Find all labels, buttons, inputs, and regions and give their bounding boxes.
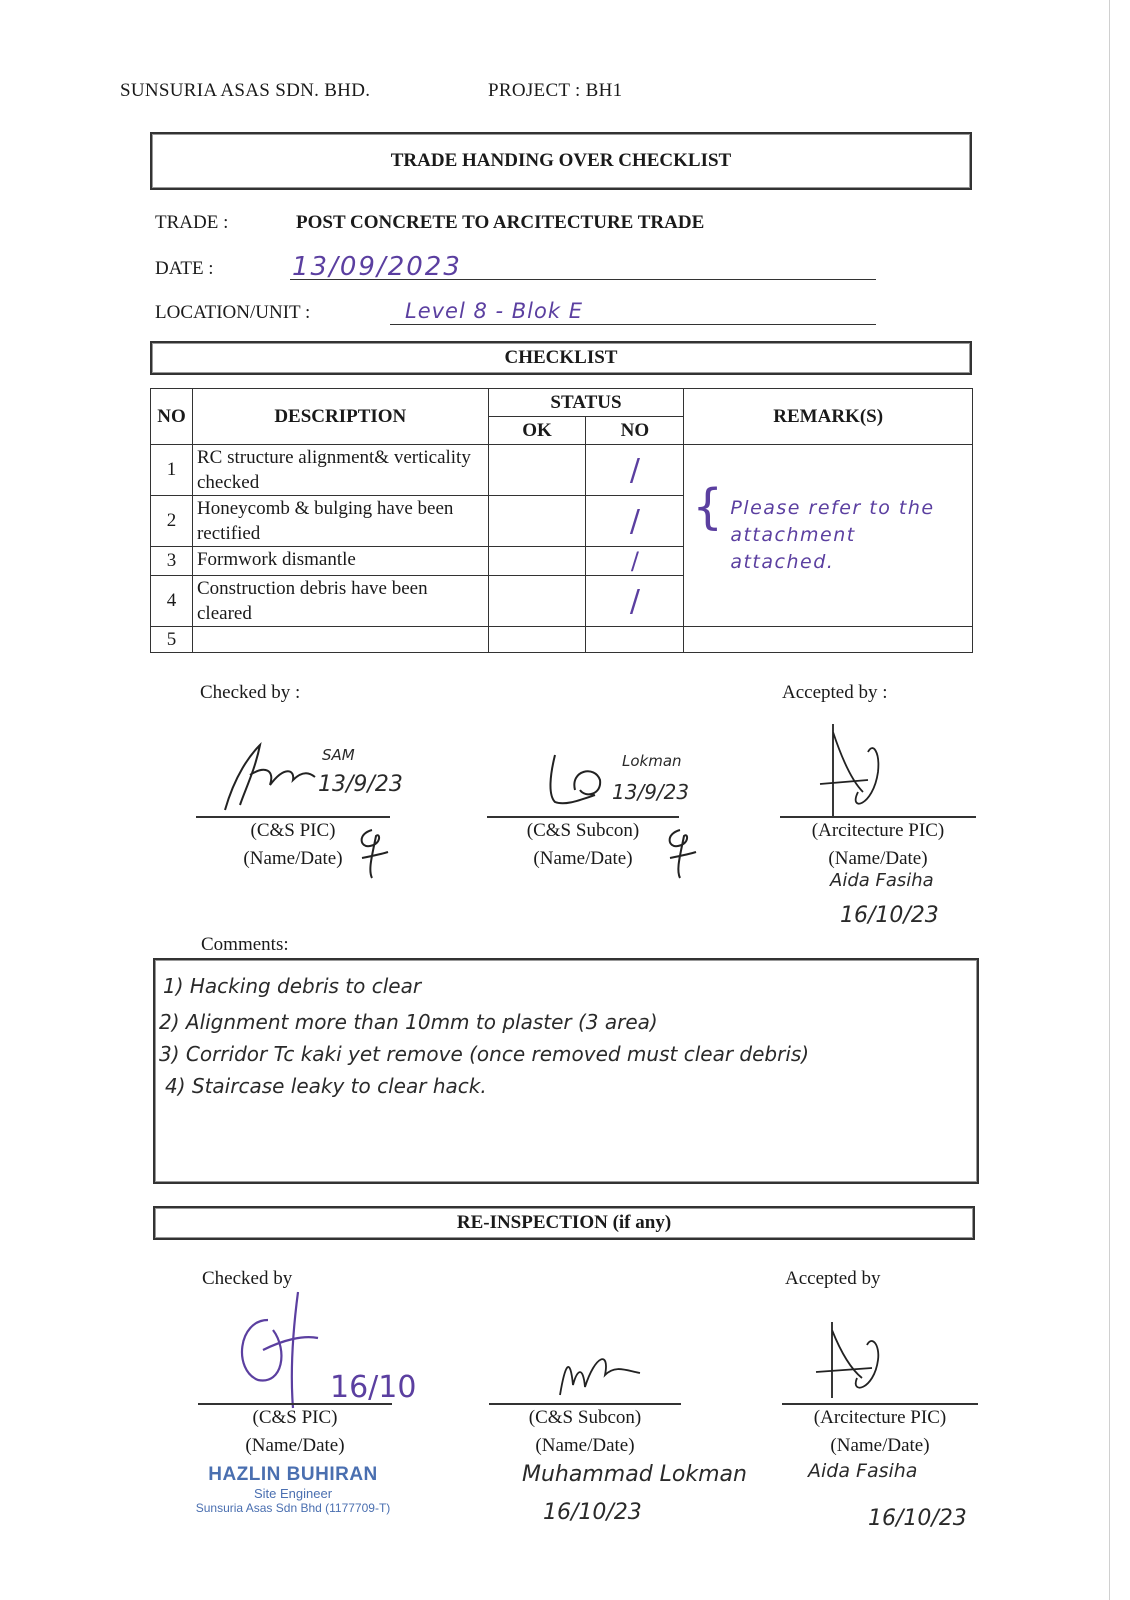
checked-by-label: Checked by : [200,682,301,703]
row-ok-cell [488,576,586,627]
re-arch-pic-date: 16/10/23 [868,1506,967,1531]
row-no: 3 [151,547,193,576]
row-ok-cell [488,496,586,547]
re-arch-pic-role: (Arcitecture PIC) [813,1407,947,1428]
re-cs-subcon-sub: (Name/Date) [535,1435,635,1456]
col-not-ok: NO [586,417,684,445]
trade-label: TRADE : [155,212,229,233]
stamp-title: Site Engineer [253,1486,333,1501]
col-ok: OK [488,417,586,445]
tick-mark: / [629,452,640,488]
comments-box [153,958,979,1184]
location-underline [390,324,876,325]
cs-subcon-role: (C&S Subcon) [526,820,640,841]
initial-mark [352,826,392,882]
date-value: 13/09/2023 [292,252,462,282]
col-description: DESCRIPTION [192,389,488,445]
row-remark-cell [684,445,973,627]
row-no-cell [586,627,684,653]
arch-pic-role: (Arcitecture PIC) [811,820,945,841]
col-no: NO [151,389,193,445]
date-label: DATE : [155,258,214,279]
row-no-cell [586,496,684,547]
row-no-cell [586,547,684,576]
row-no: 4 [151,576,193,627]
cs-pic-role: (C&S PIC) [250,820,336,841]
reinspection-checked-label: Checked by [202,1268,293,1289]
signature-arch-pic [818,722,908,818]
table-row [151,627,973,653]
comment-item: 2) Alignment more than 10mm to plaster (3 area) [159,1010,658,1034]
reinspection-accepted-label: Accepted by [785,1268,881,1289]
cs-pic-sub: (Name/Date) [243,848,343,869]
signature-re-cs-pic [228,1290,338,1410]
arch-pic-sub: (Name/Date) [828,848,928,869]
row-no-cell [586,445,684,496]
comment-item: 1) Hacking debris to clear [163,974,422,998]
trade-value: POST CONCRETE TO ARCITECTURE TRADE [296,212,705,233]
re-arch-pic-sub: (Name/Date) [830,1435,930,1456]
col-remarks: REMARK(S) [684,389,973,445]
re-cs-subcon-name: Muhammad Lokman [522,1462,747,1487]
row-no: 2 [151,496,193,547]
row-description: Construction debris have been cleared [192,576,488,627]
row-ok-cell [488,445,586,496]
signature-re-arch-pic [812,1320,902,1400]
re-cs-pic-date: 16/10 [330,1370,417,1405]
checklist-table [150,388,973,653]
accepted-by-label: Accepted by : [782,682,888,703]
remark-text: Please refer to the attachment attached. [730,497,935,573]
cs-pic-date: 13/9/23 [318,772,403,797]
project-code: PROJECT : BH1 [488,80,623,101]
comment-item: 4) Staircase leaky to clear hack. [165,1074,487,1098]
company-name: SUNSURIA ASAS SDN. BHD. [120,80,371,101]
comments-label: Comments: [201,934,289,955]
signature-re-cs-subcon [555,1345,645,1400]
row-remark-cell [684,627,973,653]
re-cs-pic-role: (C&S PIC) [252,1407,338,1428]
arch-pic-date: 16/10/23 [840,903,939,928]
location-label: LOCATION/UNIT : [155,302,311,323]
tick-mark: / [630,547,639,575]
form-title: TRADE HANDING OVER CHECKLIST [150,132,972,190]
cs-subcon-sub: (Name/Date) [533,848,633,869]
row-no: 5 [151,627,193,653]
engineer-stamp [168,1464,418,1515]
row-no: 1 [151,445,193,496]
location-value: Level 8 - Blok E [405,299,583,323]
row-description: Honeycomb & bulging have been rectified [192,496,488,547]
table-header-row [151,389,973,417]
re-cs-subcon-role: (C&S Subcon) [528,1407,642,1428]
row-ok-cell [488,547,586,576]
re-arch-pic-name: Aida Fasiha [808,1460,918,1482]
re-cs-pic-sub: (Name/Date) [245,1435,345,1456]
initial-mark [660,826,700,882]
re-cs-subcon-date: 16/10/23 [543,1500,642,1525]
row-description: RC structure alignment& verticality checked [192,445,488,496]
cs-pic-name: SAM [322,746,355,764]
tick-mark: / [629,583,640,619]
table-row [151,445,973,496]
cs-subcon-date: 13/9/23 [612,780,690,804]
signature-cs-subcon [540,750,620,810]
col-status: STATUS [488,389,684,417]
remark-brace: { [692,479,723,535]
tick-mark: / [629,503,640,539]
scan-edge [1109,0,1110,1600]
row-description: Formwork dismantle [192,547,488,576]
comment-item: 3) Corridor Tc kaki yet remove (once removed must clear debris) [159,1042,810,1066]
checklist-title: CHECKLIST [150,341,972,375]
cs-subcon-name: Lokman [622,752,682,770]
stamp-name: HAZLIN BUHIRAN [208,1464,378,1485]
row-no-cell [586,576,684,627]
arch-pic-name: Aida Fasiha [830,870,934,891]
row-description [192,627,488,653]
reinspection-title: RE-INSPECTION (if any) [153,1206,975,1240]
stamp-company: Sunsuria Asas Sdn Bhd (1177709-T) [195,1501,391,1515]
row-ok-cell [488,627,586,653]
